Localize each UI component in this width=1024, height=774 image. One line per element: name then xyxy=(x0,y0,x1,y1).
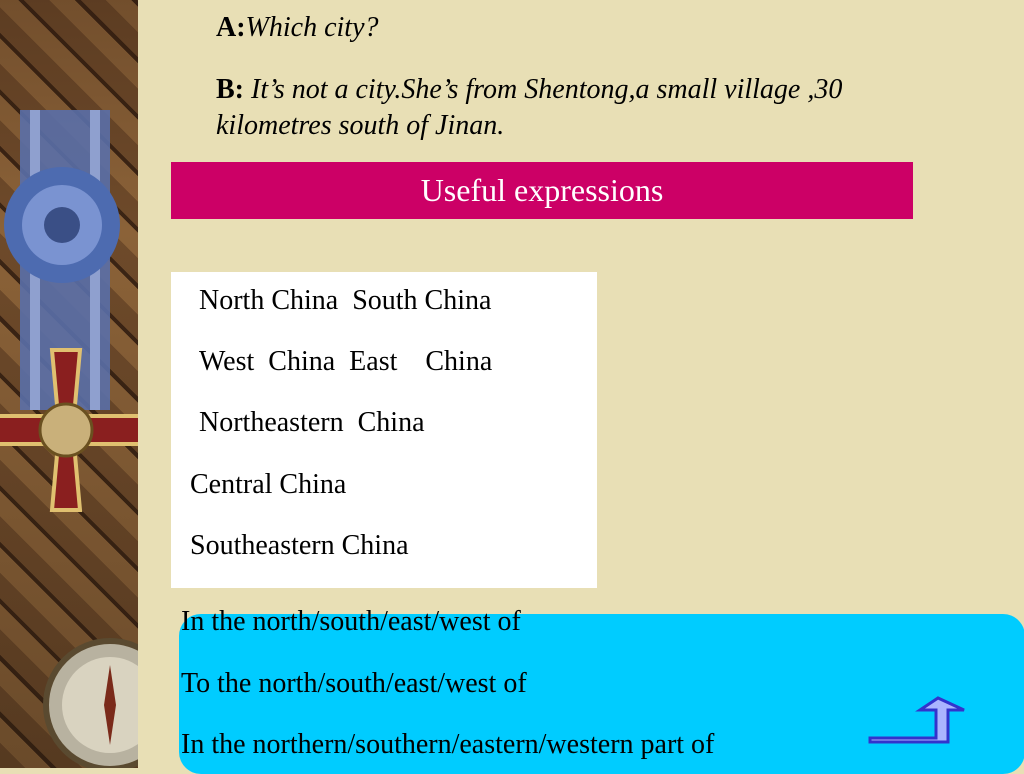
expression-item: Northeastern China xyxy=(199,407,425,438)
dialog-line-b xyxy=(216,72,856,144)
expression-item: Southeastern China xyxy=(190,530,409,561)
speaker-b: B: xyxy=(216,74,244,105)
phrase-item: In the northern/southern/eastern/western part of xyxy=(181,729,715,760)
speech-a: Which city? xyxy=(245,12,379,43)
decorative-medal-image xyxy=(0,0,138,768)
dialog-line-a xyxy=(216,10,379,46)
phrase-item: In the north/south/east/west of xyxy=(181,606,521,637)
speaker-a: A: xyxy=(216,12,246,43)
expression-item: North China South China xyxy=(199,285,492,316)
banner-title: Useful expressions xyxy=(420,172,664,208)
return-arrow-icon[interactable] xyxy=(866,696,970,746)
useful-expressions-banner xyxy=(171,162,913,219)
phrase-item: To the north/south/east/west of xyxy=(181,668,527,699)
expression-item: Central China xyxy=(190,469,347,500)
speech-b: It’s not a city.She’s from Shentong,a small village ,30 kilometres south of Jinan. xyxy=(216,74,843,141)
expression-item: West China East China xyxy=(199,346,493,377)
